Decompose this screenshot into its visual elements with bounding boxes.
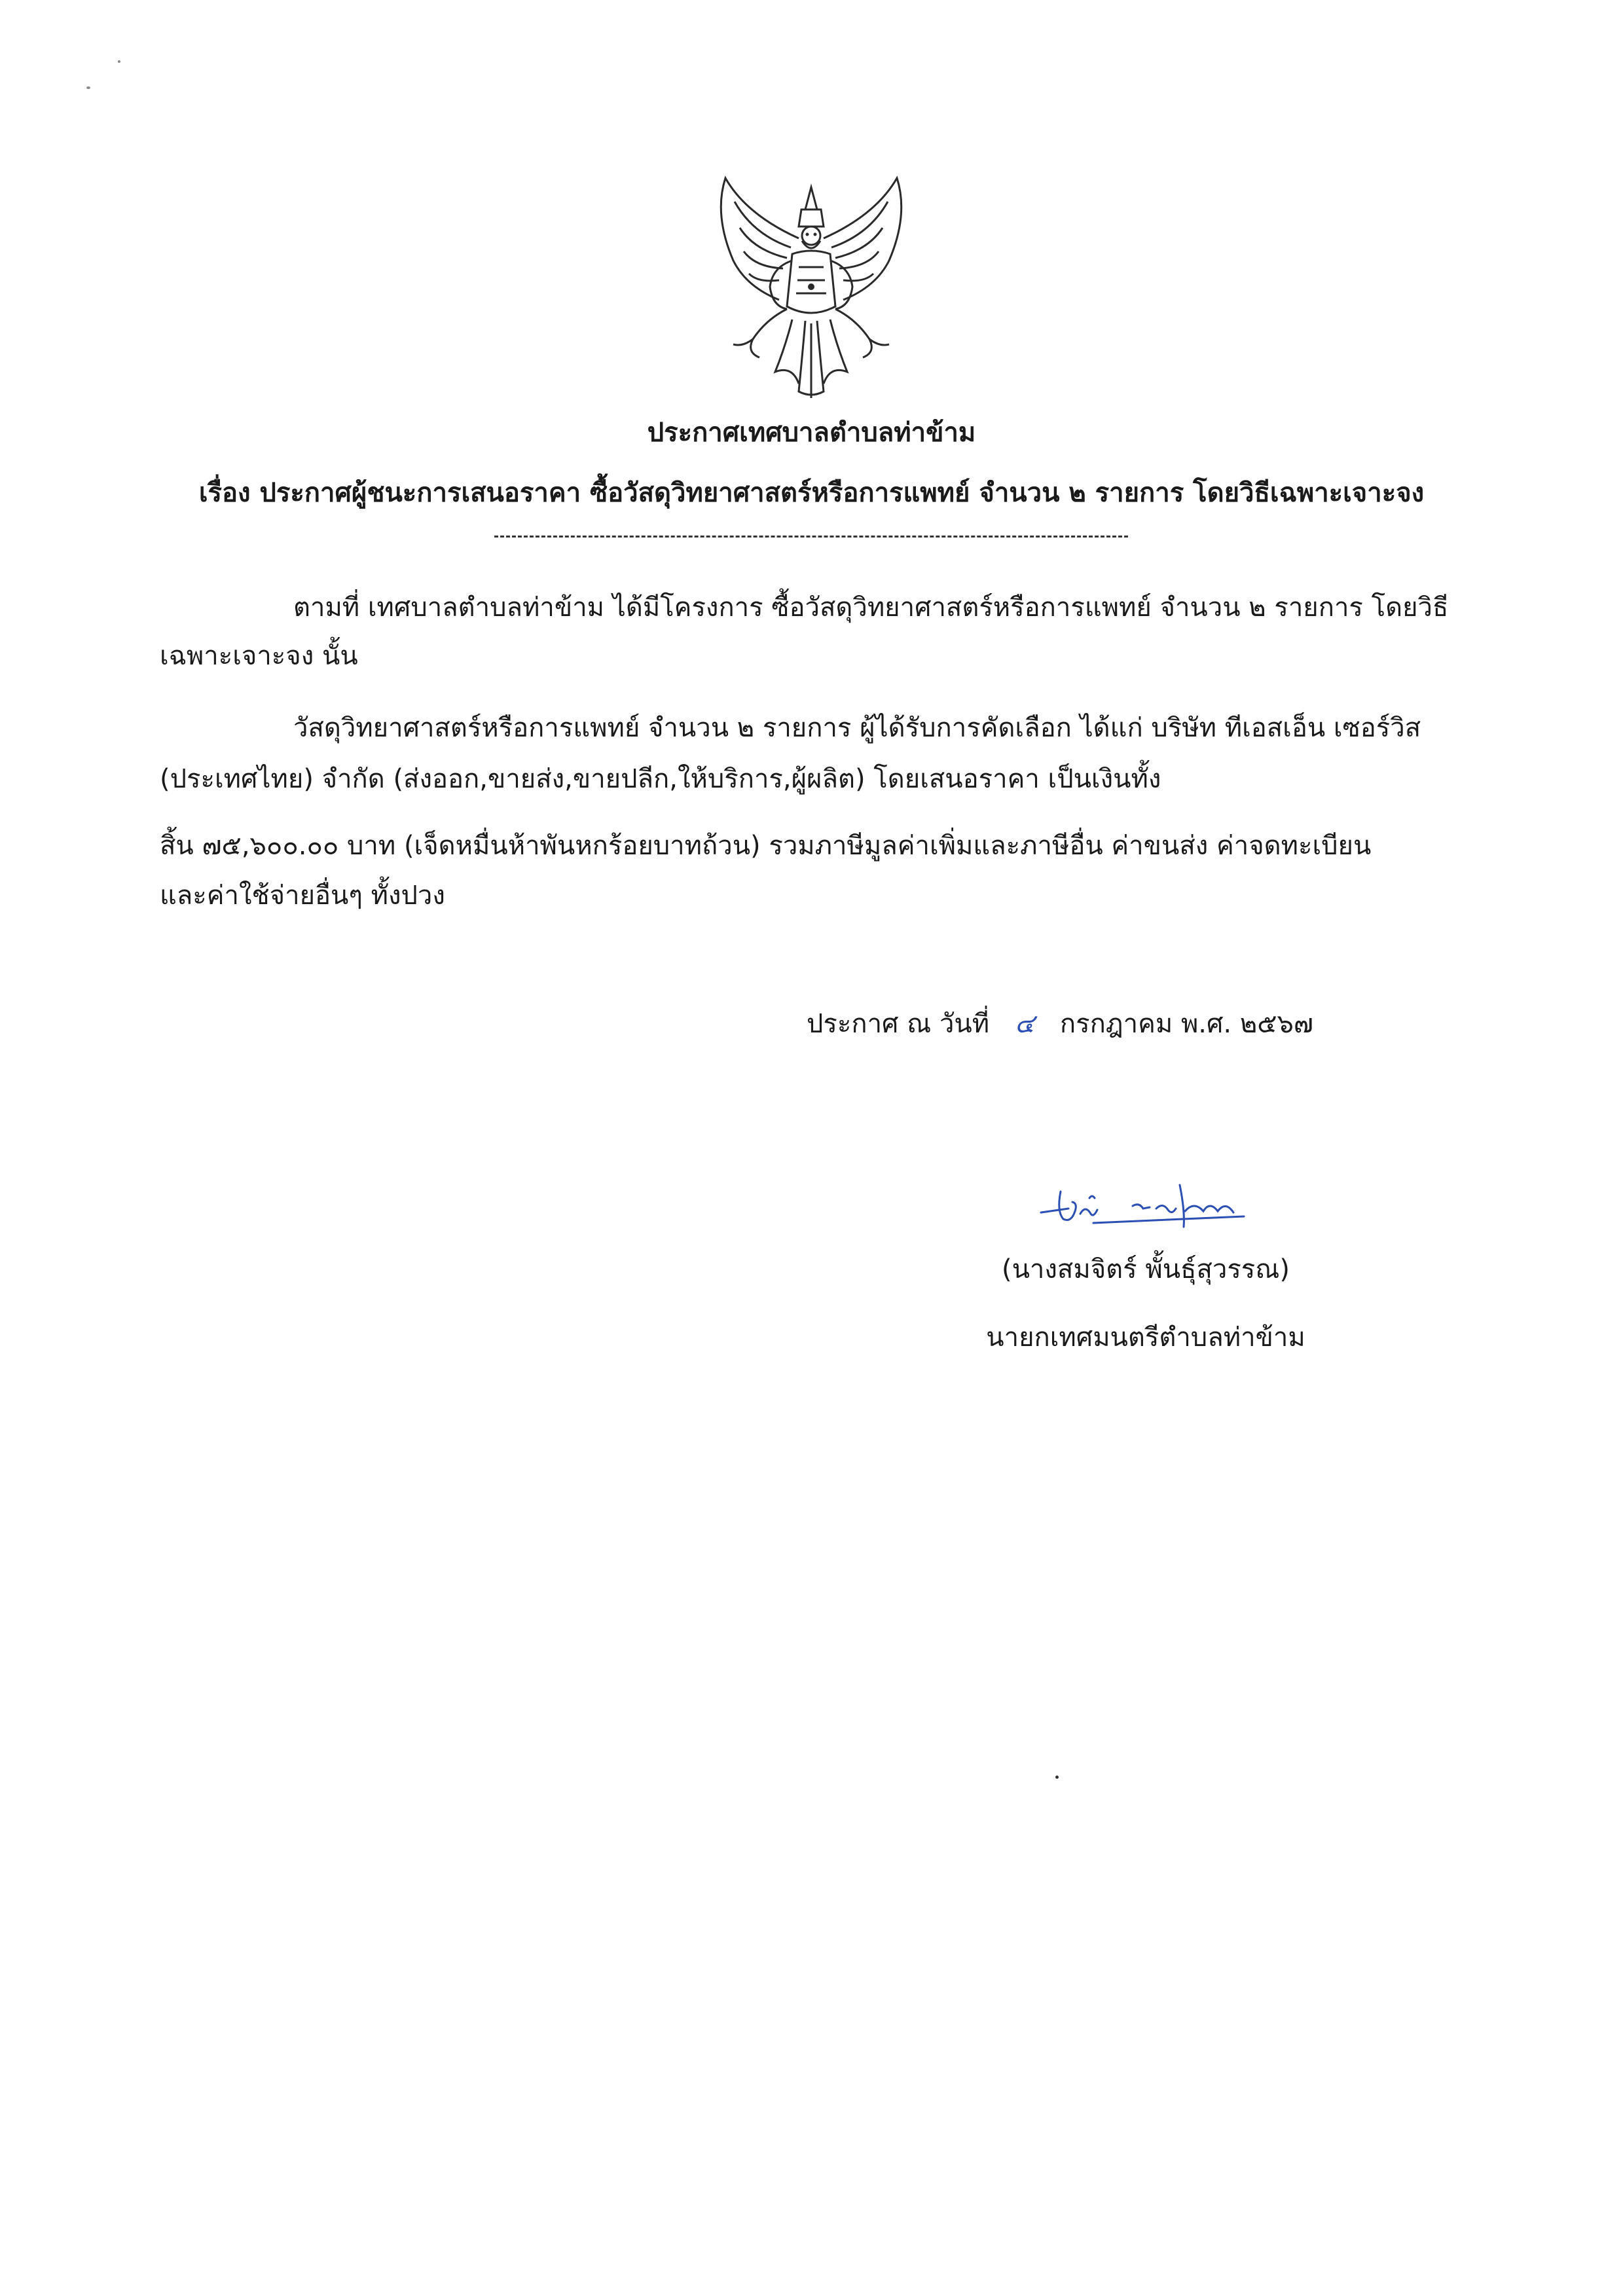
- announce-prefix: ประกาศ ณ วันที่: [807, 1009, 990, 1039]
- paragraph-1-line-1: ตามที่ เทศบาลตำบลท่าข้าม ได้มีโครงการ ซื้อวัสดุวิทยาศาสตร์หรือการแพทย์ จำนวน ๒ รายการ โดยวิธี: [293, 592, 1449, 623]
- announcement-title: ประกาศเทศบาลตำบลท่าข้าม: [647, 418, 976, 448]
- signatory-position: นายกเทศมนตรีตำบลท่าข้าม: [986, 1322, 1305, 1353]
- announce-day: ๔: [1014, 1009, 1035, 1039]
- paragraph-1-line-2: เฉพาะเจาะจง นั้น: [160, 641, 358, 671]
- paragraph-2-line-1: วัสดุวิทยาศาสตร์หรือการแพทย์ จำนวน ๒ รายการ ผู้ได้รับการคัดเลือก ได้แก่ บริษัท ทีเอสเอ็น เซอร์วิส: [293, 713, 1421, 743]
- handwritten-signature: [1034, 1172, 1270, 1244]
- announcement-subject: เรื่อง ประกาศผู้ชนะการเสนอราคา ซื้อวัสดุวิทยาศาสตร์หรือการแพทย์ จำนวน ๒ รายการ โดยวิธีเฉพาะเจาะจง: [198, 478, 1425, 508]
- announce-suffix: กรกฎาคม พ.ศ. ๒๕๖๗: [1059, 1009, 1313, 1039]
- divider-line: [494, 536, 1128, 538]
- garuda-emblem-icon: [707, 175, 915, 406]
- signatory-name: (นางสมจิตร์ พั้นธุ์สุวรรณ): [1001, 1254, 1290, 1285]
- paragraph-2-line-3: สิ้น ๗๕,๖๐๐.๐๐ บาท (เจ็ดหมื่นห้าพันหกร้อยบาทถ้วน) รวมภาษีมูลค่าเพิ่มและภาษีอื่น ค่าขนส่ง ค่าจดทะเบียน: [160, 831, 1372, 861]
- announce-date: [807, 1006, 1313, 1042]
- scan-speck: [86, 86, 90, 89]
- paragraph-2-line-2: (ประเทศไทย) จำกัด (ส่งออก,ขายส่ง,ขายปลีก,ให้บริการ,ผู้ผลิต) โดยเสนอราคา เป็นเงินทั้ง: [160, 764, 1161, 794]
- paragraph-2-line-4: และค่าใช้จ่ายอื่นๆ ทั้งปวง: [160, 881, 445, 911]
- scan-speck: [118, 60, 120, 63]
- scan-speck: [1055, 1776, 1059, 1779]
